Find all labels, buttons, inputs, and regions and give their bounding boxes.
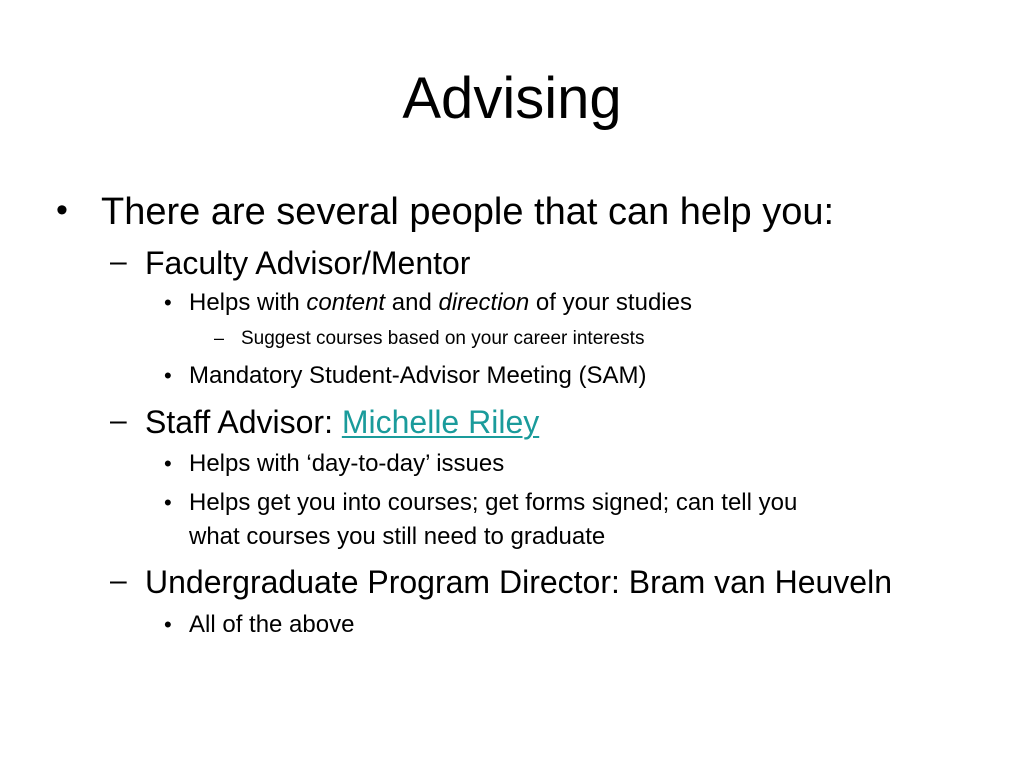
bullet-marker: • bbox=[56, 191, 68, 229]
bullet-marker: • bbox=[164, 451, 172, 476]
mandatory-meeting-text: Mandatory Student-Advisor Meeting (SAM) bbox=[189, 362, 647, 389]
dash-marker: – bbox=[214, 328, 225, 348]
slide-title: Advising bbox=[402, 66, 622, 131]
dash-marker: – bbox=[110, 404, 127, 437]
faculty-helps-suffix: of your studies bbox=[529, 289, 692, 316]
faculty-advisor-label: Faculty Advisor/Mentor bbox=[145, 245, 471, 281]
faculty-helps-direction: direction bbox=[438, 289, 530, 316]
faculty-helps-and: and bbox=[385, 289, 439, 316]
dash-marker: – bbox=[110, 245, 127, 278]
faculty-helps-content: content bbox=[306, 289, 386, 316]
michelle-riley-link[interactable]: Michelle Riley bbox=[341, 404, 540, 440]
intro-bullet-text: There are several people that can help you: bbox=[101, 191, 835, 233]
day-to-day-text: Helps with ‘day-to-day’ issues bbox=[189, 450, 505, 477]
bullet-marker: • bbox=[164, 490, 172, 515]
bullet-marker: • bbox=[164, 363, 172, 388]
director-label: Undergraduate Program Director: Bram van Heuveln bbox=[145, 564, 892, 600]
dash-marker: – bbox=[110, 564, 127, 597]
suggest-courses-text: Suggest courses based on your career interests bbox=[241, 328, 645, 349]
courses-help-line-2: what courses you still need to graduate bbox=[189, 523, 606, 550]
faculty-helps-text bbox=[189, 288, 692, 318]
courses-help-line-1: Helps get you into courses; get forms signed; can tell you bbox=[189, 489, 798, 516]
all-of-above-text: All of the above bbox=[189, 611, 355, 638]
bullet-marker: • bbox=[164, 290, 172, 315]
staff-advisor-label: Staff Advisor: bbox=[145, 404, 342, 440]
faculty-helps-prefix: Helps with bbox=[189, 289, 307, 316]
bullet-marker: • bbox=[164, 612, 172, 637]
staff-advisor-line bbox=[145, 403, 539, 441]
